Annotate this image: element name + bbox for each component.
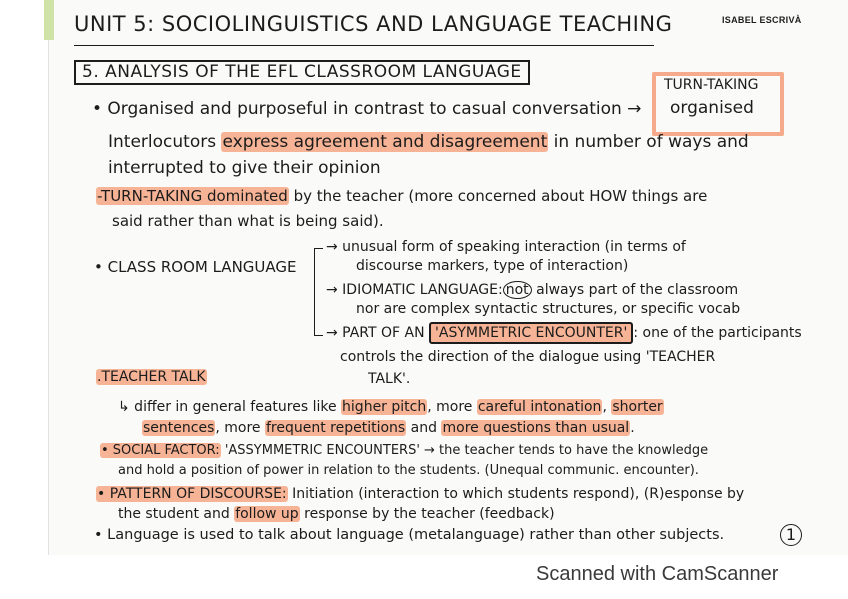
highlighted-text: more questions than usual [442,420,630,436]
highlighted-text: higher pitch [342,399,427,415]
note-line [142,421,635,435]
highlighted-text: • PATTERN OF DISCOURSE: [97,486,287,502]
note-line [326,326,802,340]
note-text: by the teacher (more concerned about HOW things are [288,187,708,205]
note-text: Initiation (interaction to which students respond), (R)esponse by [287,486,745,502]
note-text: in number of ways and [548,132,749,152]
highlighted-text: shorter [612,399,663,415]
title-underline [74,45,654,46]
turn-taking-value: organised [670,98,754,118]
note-line [100,444,708,457]
note-text: → PART OF AN [326,325,425,341]
note-label [96,370,207,384]
note-line: discourse markers, type of interaction) [356,258,629,274]
note-line: and hold a position of power in relation to the students. (Unequal communic. encounter). [118,463,699,478]
note-text: → IDIOMATIC LANGUAGE: [326,282,503,298]
page-edge [48,0,49,555]
author-name: ISABEL ESCRIVÀ [722,15,802,25]
page-title: UNIT 5: SOCIOLINGUISTICS AND LANGUAGE TEACHING [74,12,673,36]
note-text: , more [215,420,265,436]
bracket-line [314,248,323,336]
boxed-text: 'ASYMMETRIC ENCOUNTER' [429,322,633,344]
turn-taking-title: TURN-TAKING [664,77,759,93]
note-text: , [602,399,612,415]
note-line [118,400,664,414]
note-text: ↳ differ in general features like [118,399,342,415]
highlighted-text: frequent repetitions [266,420,406,436]
note-text: always part of the classroom [531,282,739,298]
highlighted-text: follow up [235,506,299,522]
note-line: said rather than what is being said). [112,212,384,230]
note-line [96,189,707,204]
highlighted-text: careful intonation [477,399,602,415]
note-line [118,507,555,521]
note-line: controls the direction of the dialogue using 'TEACHER [340,349,716,365]
note-line [96,487,744,501]
camscanner-footer: Scanned with CamScanner [536,563,779,585]
note-text: response by the teacher (feedback) [299,506,555,522]
note-line: → unusual form of speaking interaction (in terms of [326,239,686,255]
note-line [326,283,738,297]
note-line [108,134,749,151]
note-text: : one of the participants [633,325,802,341]
circled-text: not [503,281,532,299]
highlighted-text: .TEACHER TALK [97,369,206,385]
note-line: nor are complex syntactic structures, or specific vocab [356,301,741,317]
note-text: and [406,420,442,436]
note-label: • CLASS ROOM LANGUAGE [94,258,297,276]
note-text: the student and [118,506,235,522]
note-line: • Organised and purposeful in contrast to casual conversation → [92,99,642,119]
note-text: Interlocutors [108,132,222,152]
note-text: , more [427,399,477,415]
section-title: 5. ANALYSIS OF THE EFL CLASSROOM LANGUAGE [74,60,530,85]
highlighted-text: express agreement and disagreement [222,132,548,152]
highlighted-text: -TURN-TAKING dominated [97,187,288,205]
green-tab-marker [44,0,54,40]
note-line: interrupted to give their opinion [108,158,381,178]
page-number: 1 [780,524,802,546]
highlighted-text: • SOCIAL FACTOR: [101,443,220,458]
note-line: TALK'. [368,371,411,387]
note-line: • Language is used to talk about language (metalanguage) rather than other subjects. [94,527,725,543]
note-text: . [630,420,635,436]
note-text: 'ASSYMMETRIC ENCOUNTERS' → the teacher tends to have the knowledge [220,443,709,458]
highlighted-text: sentences [143,420,215,436]
